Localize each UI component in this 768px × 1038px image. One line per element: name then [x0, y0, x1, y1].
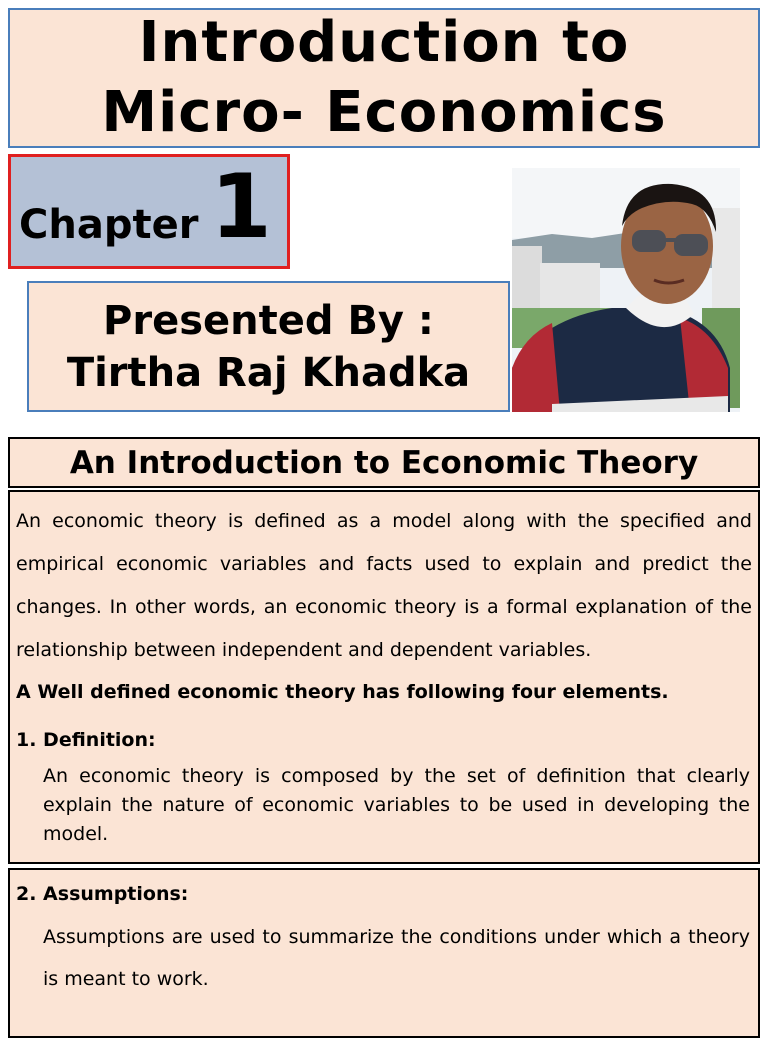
section-title: An Introduction to Economic Theory [69, 444, 699, 481]
item-body-definition: An economic theory is composed by the set of definition that clearly explain the nature of economic variables to be used in developing the model. [43, 765, 750, 845]
item-body-assumptions: Assumptions are used to summarize the conditions under which a theory is meant to work. [43, 926, 750, 990]
title-line-2: Micro- Economics [101, 80, 667, 145]
title-banner [8, 8, 760, 148]
page-title [101, 8, 666, 148]
item-heading-definition: 1. Definition: [16, 729, 156, 751]
section-heading [8, 437, 760, 488]
presenter-box [27, 281, 510, 412]
presenter-label: Presented By : [103, 297, 434, 344]
chapter-badge [8, 154, 290, 269]
presenter-photo [512, 168, 740, 412]
elements-heading: A Well defined economic theory has following four elements. [16, 681, 669, 703]
presenter-name: Tirtha Raj Khadka [66, 349, 471, 396]
content-box-2 [8, 868, 760, 1038]
content-box-1 [8, 490, 760, 864]
intro-paragraph: An economic theory is defined as a model along with the specified and empirical economic variables and facts used to explain and predict the changes. In other words, an economic theory is a formal explanation of the relationship between independent and dependent variables. [16, 510, 752, 661]
title-line-1: Introduction to [138, 10, 630, 75]
chapter-label: Chapter [19, 201, 199, 248]
item-heading-assumptions: 2. Assumptions: [16, 883, 189, 905]
chapter-number: 1 [210, 154, 272, 258]
